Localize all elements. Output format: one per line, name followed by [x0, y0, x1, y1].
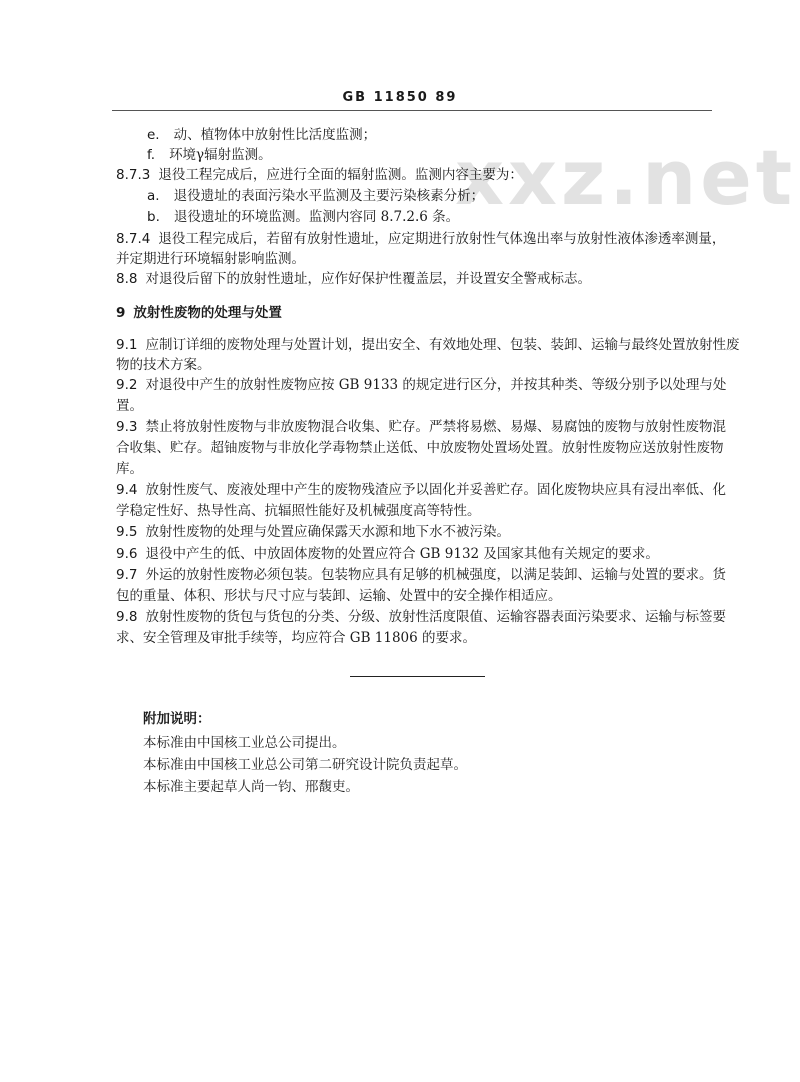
watermark: xxz.net: [455, 133, 797, 222]
section-heading: [116, 304, 716, 322]
clause-number: 8.7.3: [116, 167, 151, 183]
end-rule: [350, 676, 485, 677]
page-header: GB 11850 89: [342, 90, 458, 105]
text-line: [147, 146, 747, 164]
clause-text: 放射性废气、废液处理中产生的废物残渣应予以固化并妥善贮存。固化废物块应具有浸出率低、化: [145, 482, 726, 498]
clause-number: 9.6: [116, 546, 138, 562]
text-line: [116, 460, 716, 478]
clause-text: 并定期进行环境辐射影响监测。: [116, 251, 305, 267]
clause-text: 放射性废物的处理与处置应确保露天水源和地下水不被污染。: [145, 524, 510, 540]
clause-number: 9.8: [116, 609, 138, 625]
clause-text: 退役遗址的环境监测。监测内容同 8.7.2.6 条。: [173, 209, 460, 225]
clause-text: 对退役后留下的放射性遗址，应作好保护性覆盖层，并设置安全警戒标志。: [145, 271, 591, 287]
clause-text: 对退役中产生的放射性废物应按 GB 9133 的规定进行区分，并按其种类、等级分别予以处理与处: [145, 377, 727, 393]
clause-number: 9: [116, 305, 126, 321]
notes-item: 本标准由中国核工业总公司提出。: [143, 735, 346, 751]
clause-text: 禁止将放射性废物与非放废物混合收集、贮存。严禁将易燃、易爆、易腐蚀的废物与放射性废物混: [145, 419, 726, 435]
text-line: [116, 230, 726, 248]
text-line: [116, 523, 716, 541]
clause-text: 环境γ辐射监测。: [169, 147, 272, 163]
text-line: [116, 397, 716, 415]
clause-number: e.: [147, 127, 160, 143]
text-line: [116, 376, 727, 394]
text-line: [116, 270, 716, 288]
notes-item: 本标准主要起草人尚一钧、邢馥吏。: [143, 779, 359, 795]
clause-text: 学稳定性好、热导性高、抗辐照性能好及机械强度高等特性。: [116, 503, 481, 519]
clause-text: 物的技术方案。: [116, 357, 211, 373]
clause-text: 退役工程完成后，应进行全面的辐射监测。监测内容主要为：: [158, 167, 523, 183]
clause-text: 应制订详细的废物处理与处置计划，提出安全、有效地处理、包装、装卸、运输与最终处置放射性废: [145, 337, 740, 353]
clause-text: 退役中产生的低、中放固体废物的处置应符合 GB 9132 及国家其他有关规定的要求。: [145, 546, 659, 562]
clause-text: 退役遗址的表面污染水平监测及主要污染核素分析；: [173, 188, 485, 204]
text-line: [116, 166, 716, 184]
text-line: [147, 187, 747, 205]
clause-text: 动、植物体中放射性比活度监测；: [173, 127, 377, 143]
clause-number: 9.3: [116, 419, 138, 435]
clause-text: 退役工程完成后，若留有放射性遗址，应定期进行放射性气体逸出率与放射性液体渗透率测量，: [158, 231, 726, 247]
text-line: [116, 629, 716, 647]
text-line: [116, 356, 716, 374]
clause-number: 8.8: [116, 271, 138, 287]
text-line: [116, 418, 726, 436]
notes-item: 本标准由中国核工业总公司第二研究设计院负责起草。: [143, 757, 467, 773]
clause-number: f.: [147, 147, 156, 163]
clause-number: 9.7: [116, 567, 138, 583]
clause-number: 9.4: [116, 482, 138, 498]
clause-text: 库。: [116, 461, 143, 477]
clause-number: 9.5: [116, 524, 138, 540]
notes-title: 附加说明：: [143, 711, 211, 727]
header-rule: [112, 110, 712, 111]
text-line: [116, 336, 740, 354]
clause-number: 9.1: [116, 337, 138, 353]
clause-number: b.: [147, 209, 160, 225]
clause-text: 外运的放射性废物必须包装。包装物应具有足够的机械强度，以满足装卸、运输与处置的要求。货: [145, 567, 726, 583]
text-line: [116, 608, 726, 626]
text-line: [116, 566, 726, 584]
clause-text: 求、安全管理及审批手续等，均应符合 GB 11806 的要求。: [116, 630, 477, 646]
clause-number: 8.7.4: [116, 231, 151, 247]
clause-text: 包的重量、体积、形状与尺寸应与装卸、运输、处置中的安全操作相适应。: [116, 588, 562, 604]
text-line: [116, 250, 716, 268]
text-line: [147, 126, 747, 144]
clause-text: 放射性废物的货包与货包的分类、分级、放射性活度限值、运输容器表面污染要求、运输与标签要: [145, 609, 726, 625]
text-line: [116, 545, 716, 563]
text-line: [116, 439, 724, 457]
clause-text: 放射性废物的处理与处置: [133, 305, 282, 321]
text-line: [116, 502, 716, 520]
text-line: [116, 587, 716, 605]
clause-text: 置。: [116, 398, 143, 414]
clause-number: 9.2: [116, 377, 138, 393]
clause-number: a.: [147, 188, 160, 204]
text-line: [147, 208, 747, 226]
text-line: [116, 481, 726, 499]
clause-text: 合收集、贮存。超铀废物与非放化学毒物禁止送低、中放废物处置场处置。放射性废物应送放射性废物: [116, 440, 724, 456]
